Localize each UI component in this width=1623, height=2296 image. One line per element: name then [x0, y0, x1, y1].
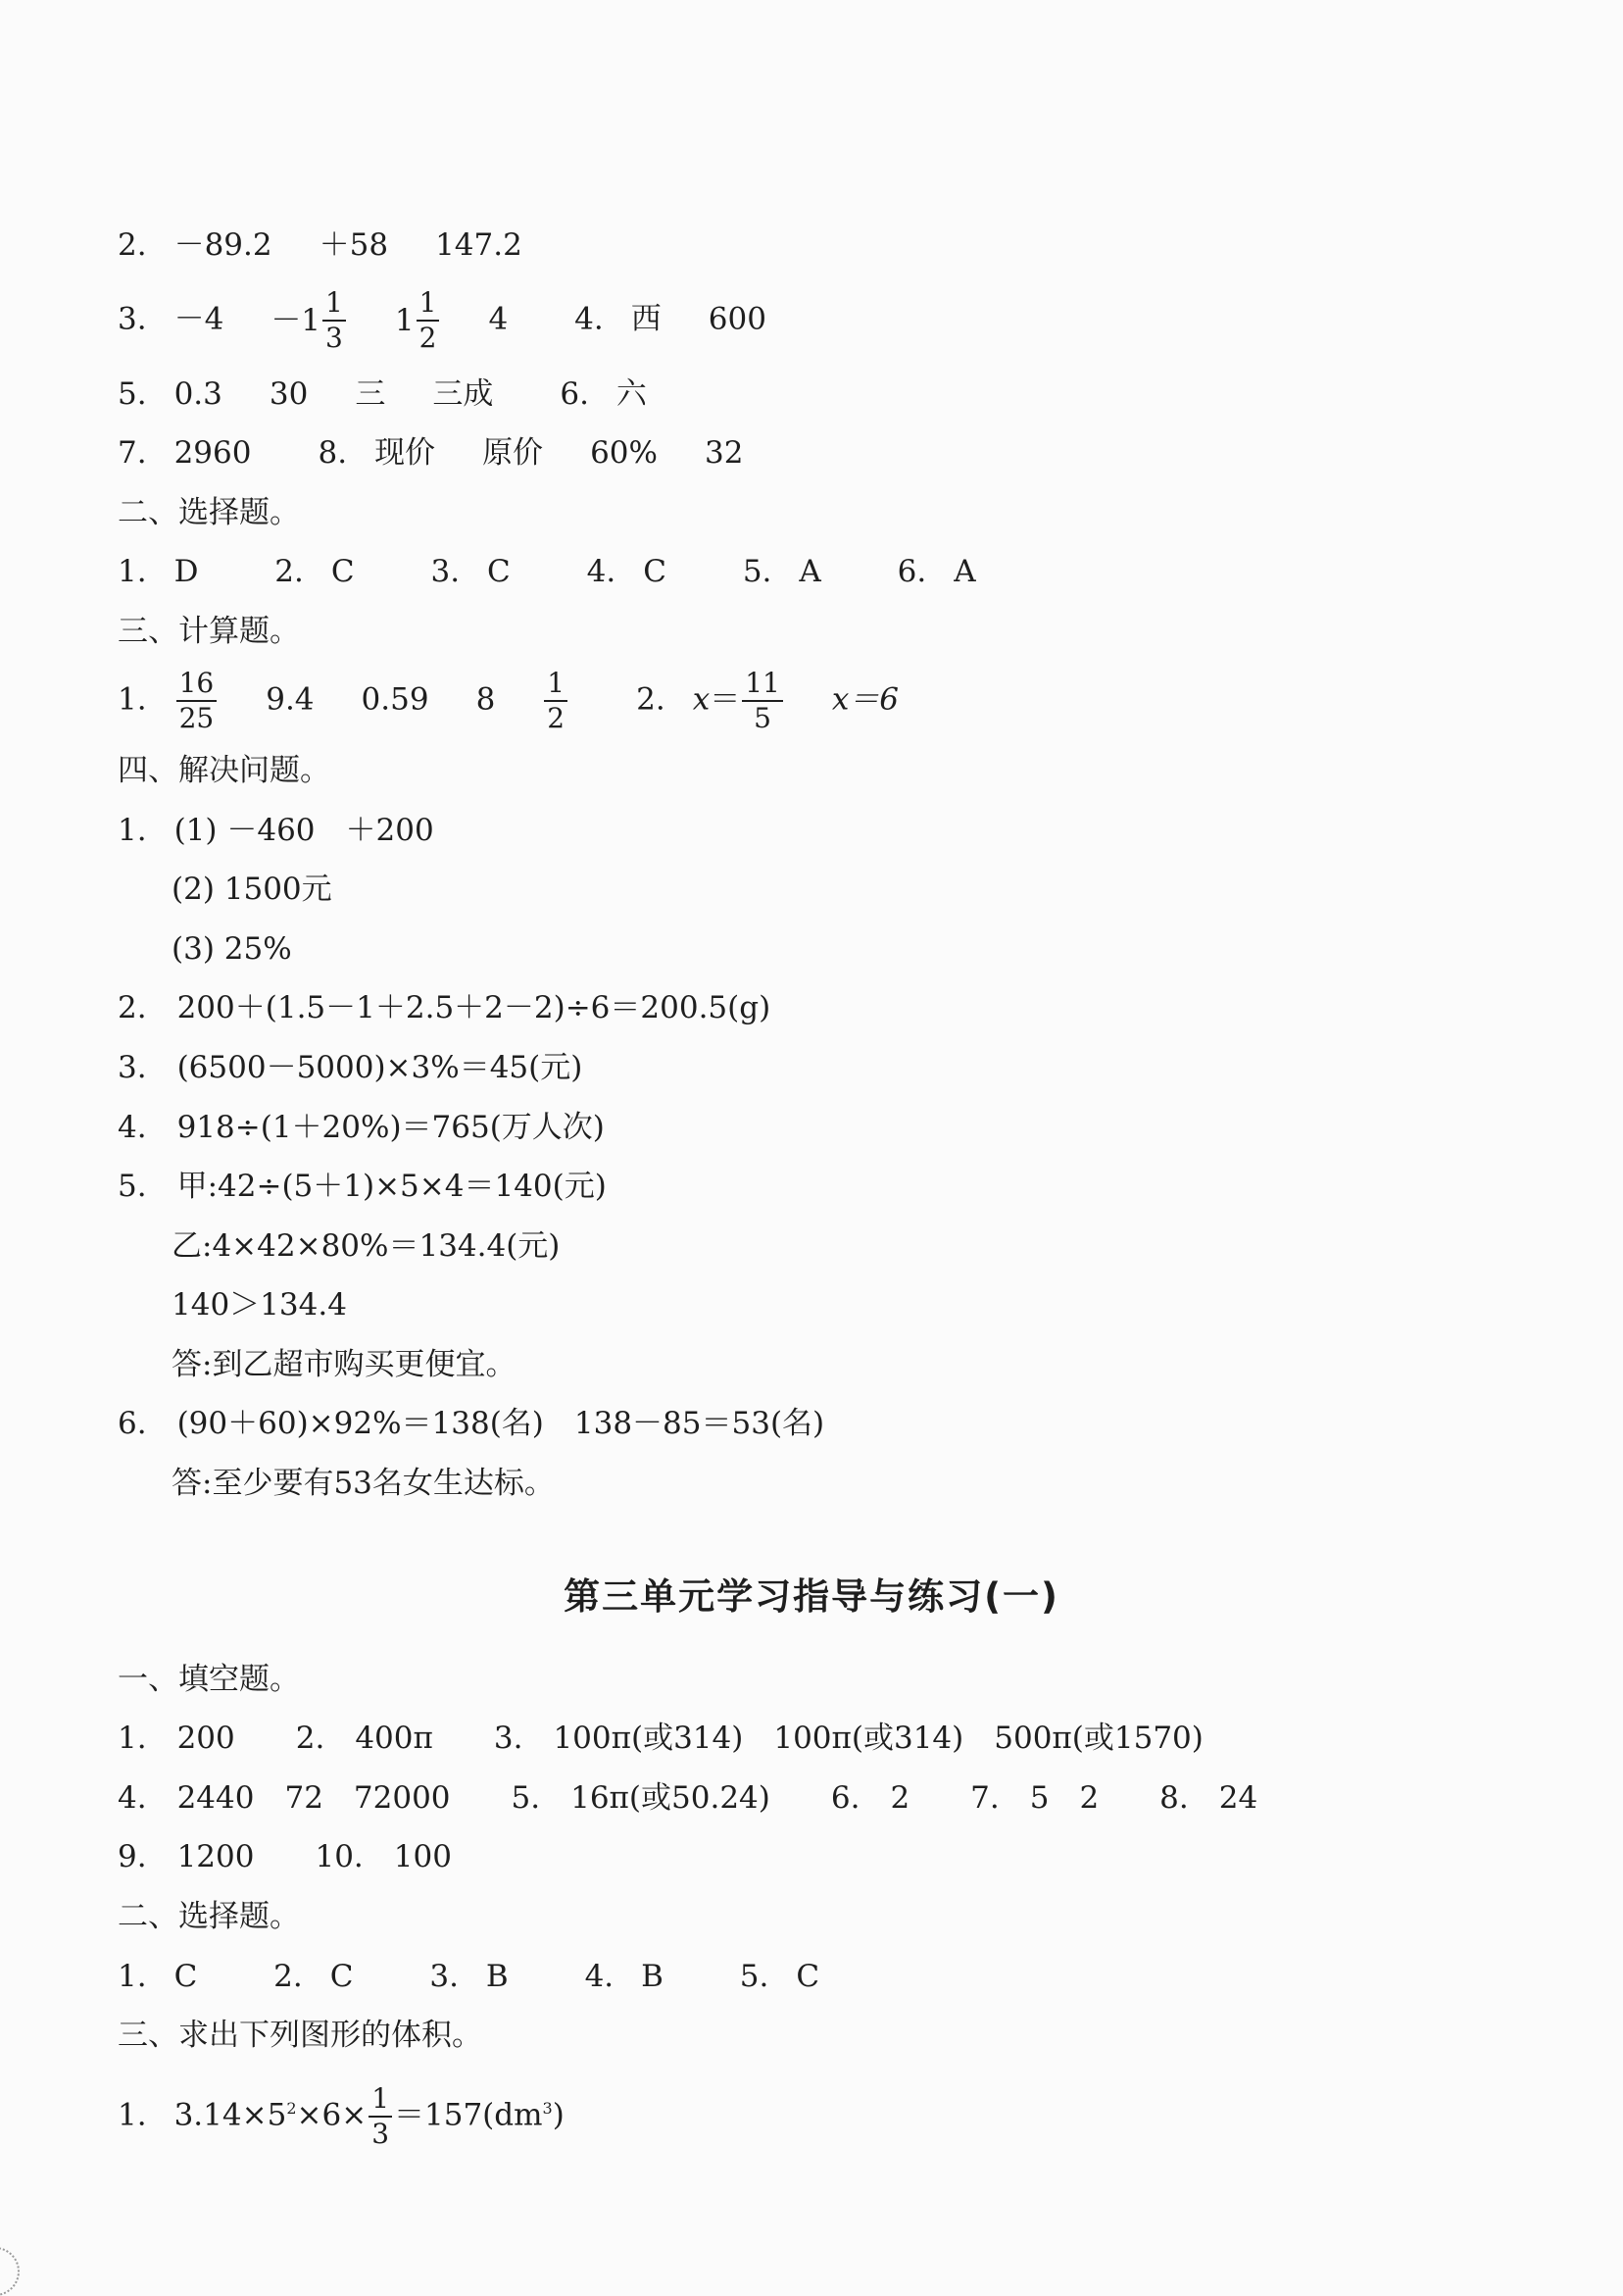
answer-line: 乙:4×42×80%＝134.4(元)	[172, 1228, 561, 1264]
answer-line: 3. (6500－5000)×3%＝45(元)	[118, 1050, 583, 1085]
section-heading: 二、选择题。	[118, 1899, 300, 1934]
answer-line: 2. －89.2 ＋58 147.2	[118, 227, 522, 263]
section-heading: 三、计算题。	[118, 614, 300, 649]
choice-answers: 1. D 2. C 3. C 4. C 5. A 6. A	[118, 554, 976, 589]
answer-line: (2) 1500元	[172, 872, 332, 907]
answer-line: 1. (1) －460 ＋200	[118, 813, 434, 848]
answer-line: 1. $\frac{16}{25}$ 9.4 0.59 8 $\frac{1}{2}$ 2. x＝ $\frac{11}{5}$ x＝6	[118, 667, 900, 734]
answer-line: 6. (90＋60)×92%＝138(名) 138－85＝53(名)	[118, 1406, 825, 1441]
answer-line: 2. 200＋(1.5－1＋2.5＋2－2)÷6＝200.5(g)	[118, 990, 771, 1025]
page-corner-mark	[0, 2247, 20, 2296]
answer-line: 答:至少要有53名女生达标。	[172, 1466, 555, 1501]
choice-answers: 1. C 2. C 3. B 4. B 5. C	[118, 1959, 820, 1994]
answer-line: 140＞134.4	[172, 1287, 347, 1323]
answer-line: 3. －4 －1 $\frac{1}{3}$ 1 $\frac{1}{2}$ 4 4. 西 600	[118, 286, 766, 354]
answer-line: 4. 918÷(1＋20%)＝765(万人次)	[118, 1110, 605, 1145]
answer-line: 9. 1200 10. 100	[118, 1839, 452, 1874]
answer-line: (3) 25%	[172, 931, 292, 967]
answer-line: 1. $3.14\times 5^2\times 6\times$ $\frac{1}{3}$ $=157(dm^3)$	[118, 2082, 565, 2150]
section-heading: 四、解决问题。	[118, 753, 330, 788]
answer-line: 7. 2960 8. 现价 原价 60% 32	[118, 435, 744, 471]
answer-line: 5. 甲:42÷(5＋1)×5×4＝140(元)	[118, 1169, 607, 1204]
answer-line: 1. 200 2. 400π 3. 100π(或314) 100π(或314) 500π(或1570)	[118, 1721, 1204, 1756]
section-heading: 三、求出下列图形的体积。	[118, 2018, 482, 2053]
section-title: 第三单元学习指导与练习(一)	[564, 1575, 1059, 1618]
answer-line: 4. 2440 72 72000 5. 16π(或50.24) 6. 2 7. 5 2 8. 24	[118, 1780, 1258, 1816]
section-heading: 一、填空题。	[118, 1662, 300, 1697]
answer-line: 答:到乙超市购买更便宜。	[172, 1347, 516, 1382]
answer-line: 5. 0.3 30 三 三成 6. 六	[118, 376, 647, 412]
section-heading: 二、选择题。	[118, 495, 300, 530]
